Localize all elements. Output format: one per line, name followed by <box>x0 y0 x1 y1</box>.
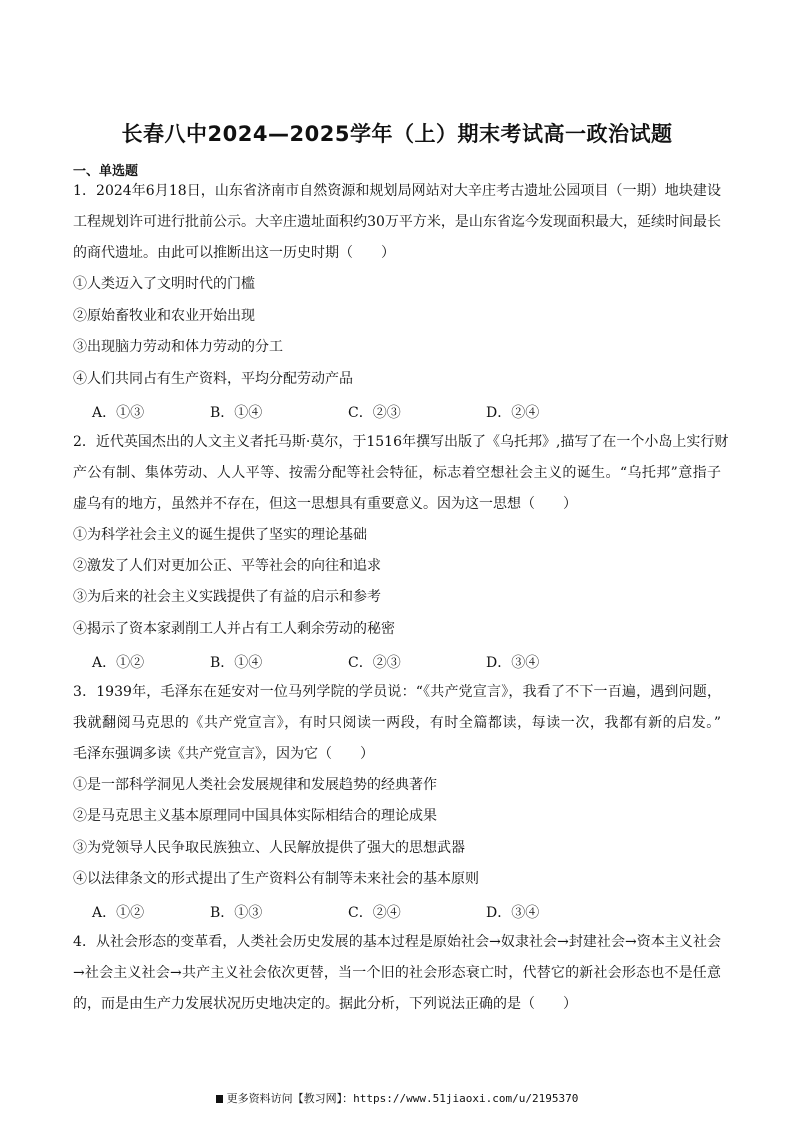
question-2-line-1: 2．近代英国杰出的人文主义者托马斯·莫尔，于1516年撰写出版了《乌托邦》,描写了在一个小岛上实行财 <box>73 434 729 450</box>
choice-d: D．③④ <box>486 655 540 671</box>
question-4-line-3: 的，而是由生产力发展状况历史地决定的。据此分析，下列说法正确的是（ ） <box>73 996 577 1012</box>
choice-a: A．①② <box>92 905 145 921</box>
question-2-statement-1: ①为科学社会主义的诞生提供了坚实的理论基础 <box>73 527 367 543</box>
question-3-statement-4: ④以法律条文的形式提出了生产资料公有制等未来社会的基本原则 <box>73 871 479 887</box>
choice-c: C．②③ <box>348 405 401 421</box>
choice-a: A．①② <box>92 655 145 671</box>
question-3-line-3: 毛泽东强调多读《共产党宣言》，因为它（ ） <box>73 746 374 762</box>
question-1-statement-2: ②原始畜牧业和农业开始出现 <box>73 308 255 324</box>
choice-c: C．②④ <box>348 905 401 921</box>
question-2-statement-3: ③为后来的社会主义实践提供了有益的启示和参考 <box>73 589 381 605</box>
question-3-statement-1: ①是一部科学洞见人类社会发展规律和发展趋势的经典著作 <box>73 777 437 793</box>
choice-a: A．①③ <box>92 405 145 421</box>
choice-b: B．①④ <box>210 405 263 421</box>
choice-d: D．③④ <box>486 905 540 921</box>
choice-c: C．②③ <box>348 655 401 671</box>
exam-title: 长春八中2024—2025学年（上）期末考试高一政治试题 <box>121 122 673 146</box>
question-1-line-3: 的商代遗址。由此可以推断出这一历史时期（ ） <box>73 245 395 261</box>
question-4-line-2: →社会主义社会→共产主义社会依次更替，当一个旧的社会形态衰亡时，代替它的新社会形态也不是任意 <box>73 965 721 981</box>
choice-b: B．①③ <box>210 905 263 921</box>
flag-icon <box>216 1095 223 1103</box>
footer-link[interactable]: 更多资料访问【教习网】：https://www.51jiaoxi.com/u/2195370 <box>226 1092 579 1105</box>
question-3-statement-3: ③为党领导人民争取民族独立、人民解放提供了强大的思想武器 <box>73 840 465 856</box>
question-1-statement-1: ①人类迈入了文明时代的门槛 <box>73 276 255 292</box>
question-1-line-1: 1．2024年6月18日，山东省济南市自然资源和规划局网站对大辛庄考古遗址公园项目（一期）地块建设 <box>73 183 721 199</box>
question-2-line-3: 虚乌有的地方，虽然并不存在，但这一思想具有重要意义。因为这一思想（ ） <box>73 496 577 512</box>
page-footer <box>0 1090 794 1106</box>
choice-b: B．①④ <box>210 655 263 671</box>
question-2-statement-2: ②激发了人们对更加公正、平等社会的向往和追求 <box>73 558 381 574</box>
section-heading: 一、单选题 <box>73 164 139 179</box>
question-3-statement-2: ②是马克思主义基本原理同中国具体实际相结合的理论成果 <box>73 808 437 824</box>
question-1-statement-3: ③出现脑力劳动和体力劳动的分工 <box>73 339 283 355</box>
question-3-line-1: 3．1939年，毛泽东在延安对一位马列学院的学员说：“《共产党宣言》，我看了不下一百遍，遇到问题， <box>73 684 721 700</box>
question-1-statement-4: ④人们共同占有生产资料，平均分配劳动产品 <box>73 371 353 387</box>
question-2-statement-4: ④揭示了资本家剥削工人并占有工人剩余劳动的秘密 <box>73 621 395 637</box>
question-3-line-2: 我就翻阅马克思的《共产党宣言》，有时只阅读一两段，有时全篇都读，每读一次，我都有新的启发。” <box>73 715 721 731</box>
question-2-line-2: 产公有制、集体劳动、人人平等、按需分配等社会特征，标志着空想社会主义的诞生。“乌托邦”意指子 <box>73 465 721 481</box>
question-4-line-1: 4．从社会形态的变革看，人类社会历史发展的基本过程是原始社会→奴隶社会→封建社会→资本主义社会 <box>73 934 721 950</box>
question-1-line-2: 工程规划许可进行批前公示。大辛庄遗址面积约30万平方米，是山东省迄今发现面积最大，延续时间最长 <box>73 214 721 230</box>
choice-d: D．②④ <box>486 405 540 421</box>
